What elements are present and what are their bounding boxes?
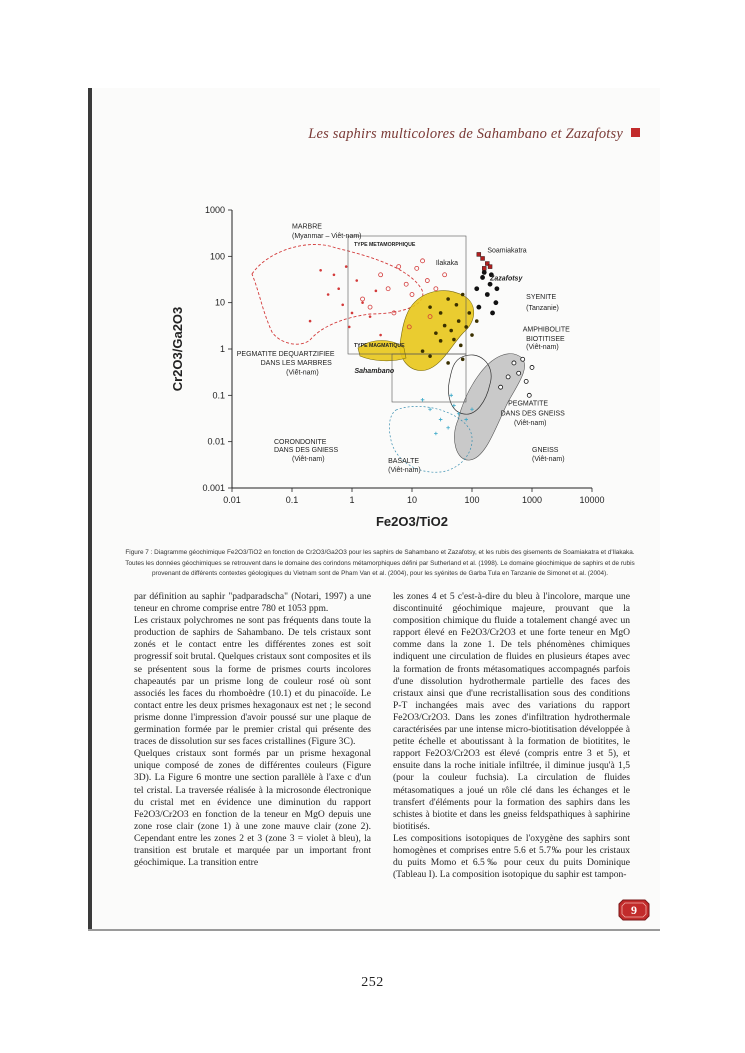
data-point	[461, 293, 465, 297]
data-point	[434, 432, 438, 436]
data-point	[476, 305, 481, 310]
square-bullet-icon	[631, 128, 640, 137]
data-point	[494, 286, 499, 291]
annotation-label: DANS DES GNEISS	[500, 410, 565, 418]
data-point	[319, 269, 322, 272]
data-point	[361, 297, 365, 301]
running-head	[300, 126, 640, 143]
data-point	[386, 287, 390, 291]
y-tick-label: 100	[209, 251, 225, 262]
data-point	[455, 303, 459, 307]
data-point	[428, 407, 432, 411]
x-tick-label: 1	[349, 495, 355, 505]
data-point	[517, 371, 521, 375]
y-tick-label: 0.01	[207, 436, 225, 447]
data-point	[482, 266, 486, 270]
chapter-badge-number: 9	[631, 903, 637, 917]
data-point	[480, 275, 485, 280]
data-point	[439, 311, 443, 315]
annotation-label: CORONDONITE	[273, 438, 327, 446]
data-point	[475, 319, 479, 323]
y-tick-label: 0.1	[212, 390, 225, 401]
page-number	[0, 975, 745, 991]
annotation-label: (Viêt-nam)	[292, 456, 325, 464]
data-point	[461, 357, 465, 361]
data-point	[459, 344, 463, 348]
data-point	[464, 325, 468, 329]
annotation-label: Ilakaka	[435, 260, 459, 268]
data-point	[404, 282, 408, 286]
data-point	[309, 320, 312, 323]
data-point	[499, 385, 503, 389]
data-point	[369, 315, 372, 318]
data-point	[449, 329, 453, 333]
data-point	[482, 270, 487, 275]
annotation-label: PEGMATITE DEQUARTZIFIEE	[236, 351, 335, 359]
annotation-label: (Viêt-nam)	[388, 467, 421, 475]
data-point	[421, 398, 425, 402]
data-point	[351, 312, 354, 315]
data-point	[470, 333, 474, 337]
annotation-label: Soamiakatra	[487, 247, 527, 255]
annotation-label: (Viêt-nam)	[286, 369, 319, 377]
data-point	[361, 301, 364, 304]
y-tick-label: 1000	[204, 205, 225, 215]
data-point	[368, 305, 372, 309]
annotation-label: BASALTE	[388, 457, 420, 465]
data-point	[397, 265, 401, 269]
chart-axes	[170, 205, 605, 529]
data-point	[341, 303, 344, 306]
data-point	[345, 265, 348, 268]
annotation-label: (Viêt-nam)	[513, 419, 547, 427]
data-point	[452, 338, 456, 342]
data-point	[439, 418, 443, 422]
x-axis-label: Fe2O3/TiO2	[375, 514, 449, 529]
chart-labels	[237, 223, 570, 474]
data-point	[428, 305, 432, 309]
data-point	[425, 279, 429, 283]
annotation-label: GNEISS	[532, 446, 559, 454]
field-label: TYPE MAGMATIQUE	[354, 343, 405, 349]
x-tick-label: 100	[464, 495, 480, 505]
data-point	[434, 287, 438, 291]
x-tick-label: 10	[406, 495, 418, 505]
data-point	[421, 259, 425, 263]
data-point	[415, 266, 419, 270]
data-point	[481, 256, 485, 260]
data-point	[449, 394, 453, 398]
annotation-label: (Viêt-nam)	[532, 456, 565, 464]
data-point	[392, 311, 396, 315]
annotation-label: Zazafotsy	[490, 275, 523, 283]
data-point	[446, 426, 450, 430]
data-point	[355, 279, 358, 282]
data-point	[457, 319, 461, 323]
data-point	[521, 357, 525, 361]
x-tick-label: 1000	[521, 495, 543, 505]
data-point	[527, 393, 531, 397]
running-title: Les saphirs multicolores de Sahambano et Zazafotsy	[308, 126, 623, 142]
page-number-text: 252	[361, 975, 384, 990]
data-point	[446, 361, 450, 365]
left-paragraph-3: Quelques cristaux sont formés par un prisme hexagonal unique composé de zones de différentes couleurs (Figure 3D). La Figure 6 montre une section parallèle à l'axe c d'un tel cristal. La traversée réalisée à la microsonde électronique du cristal met en évidence une diminution du rapport Fe2O3/Cr2O3 en fonction de la teneur en MgO depuis une zone rose clair (zone 1) à une zone mauve clair (zone 2). Cependant entre les zones 2 et 3 (zone 3 = violet à bleu), la transition est brutale et marquée par un important front géochimique. La transition entre	[134, 748, 371, 869]
y-tick-label: 10	[214, 297, 225, 308]
left-paragraph-1: par définition au saphir "padparadscha" (Notari, 1997) a une teneur en chrome comprise entre 780 et 1053 ppm.	[134, 591, 371, 615]
data-point	[439, 339, 443, 343]
data-point	[327, 293, 330, 296]
data-point	[410, 293, 414, 297]
data-point	[428, 354, 432, 358]
y-axis-label: Cr2O3/Ga2O3	[170, 306, 185, 392]
data-point	[506, 375, 510, 379]
data-point	[443, 324, 447, 328]
chapter-badge	[618, 899, 650, 921]
data-point	[379, 334, 382, 337]
annotation-label: MARBRE	[292, 223, 322, 231]
data-point	[337, 287, 340, 290]
data-point	[348, 326, 351, 329]
right-paragraph-2: Les compositions isotopiques de l'oxygène des saphirs sont homogènes et comprises entre 5.6 et 5.7‰ pour les cristaux du puits Momo et 6.5‰ pour ceux du puits Dominique (Tableau I). La composition isotopique du saphir est tampon-	[393, 832, 630, 881]
data-point	[477, 252, 481, 256]
data-point	[485, 292, 490, 297]
data-point	[488, 265, 492, 269]
data-point	[333, 273, 336, 276]
annotation-label: BIOTITISEE	[526, 335, 565, 343]
annotation-label: PEGMATITE	[508, 400, 549, 408]
data-point	[474, 286, 479, 291]
right-paragraph-1: les zones 4 et 5 c'est-à-dire du bleu à l'incolore, marque une discontinuité géochimique majeure, prouvant que la composition chimique du fluide a totalement changé avec un rapport élevé en Fe2O3/Cr2O3 et une forte teneur en MgO comme dans la zone 1. De tels phénomènes chimiques indiquent une circulation de fluides en plusieurs étapes avec la formation de fronts métasomatiques accompagnés parfois d'une dissolution hydrothermale partielle des faces des cristaux ainsi que d'une recristallisation sous des conditions P-T inchangées mais avec des variations du rapport Fe2O3/Cr2O3. Dans les zones d'infiltration hydrothermale caractérisées par une intense micro-biotitisation développée à petite échelle et aboutissant à la formation de biotitites, le rapport Fe2O3/Cr2O3 est élevé (compris entre 3 et 5), et ensuite dans la roche initiale infiltrée, il diminue jusqu'à 1,5 (pour la couleur fuchsia). La circulation de fluides métasomatiques a joué un rôle clé dans les échanges et le transfert d'éléments pour la formation des saphirs dans les schistes à biotite et dans les gneiss feldspathiques à saphirine biotitisés.	[393, 591, 630, 832]
annotation-label: (Tanzanie)	[526, 304, 559, 312]
data-point	[434, 331, 438, 335]
annotation-label: (Myanmar – Viêt-nam)	[292, 232, 362, 240]
data-point	[490, 311, 495, 316]
y-tick-label: 1	[219, 344, 225, 354]
marbre-field	[252, 244, 423, 344]
x-tick-label: 0.01	[223, 495, 241, 505]
data-point	[379, 273, 383, 277]
right-column	[393, 591, 630, 881]
annotation-label: (Viêt-nam)	[526, 344, 559, 351]
scan-left-edge	[88, 88, 92, 930]
data-point	[443, 273, 447, 277]
annotation-label: DANS LES MARBRES	[260, 360, 332, 368]
data-point	[446, 297, 450, 301]
x-tick-label: 10000	[579, 495, 605, 505]
x-tick-label: 0.1	[285, 495, 299, 505]
annotation-label: SYENITE	[526, 293, 557, 301]
data-point	[512, 361, 516, 365]
data-point	[530, 365, 534, 369]
left-paragraph-2: Les cristaux polychromes ne sont pas fréquents dans toute la production de saphirs de Sahambano. De tels cristaux sont zonés et le contact entre les différentes zones est soit progressif soit brutal. Quelques cristaux sont composites et ils se présentent sous la forme de prismes courts incolores chapeautés par un prisme long de couleur rosé où sont associés les faces du rhomboèdre (10.1) et du pinacoïde. Le contact entre les deux prismes hexagonaux est net ; le second prisme donne l'impression d'avoir poussé sur une plaque de germination formée par le premier cristal qui présente des traces de dissolution sur ses faces cristallines (Figure 3C).	[134, 615, 371, 748]
field-label: TYPE METAMORPHIQUE	[354, 242, 416, 249]
annotation-label: AMPHIBOLITE	[522, 326, 570, 334]
annotation-label: DANS DES GNIESS	[273, 446, 339, 454]
data-point	[493, 300, 498, 305]
data-point	[467, 311, 471, 315]
figure-caption: Figure 7 : Diagramme géochimique Fe2O3/TiO2 en fonction de Cr2O3/Ga2O3 pour les saphirs de Sahambano et Zazafotsy, et les rubis des gisements de Soamiakatra et d'Ilakaka. Toutes les données géochimiques se retrouvent dans le domaine des corindons métamorphiques défini par Sutherland et al. (1998). Le domaine géochimique de saphirs et de rubis provenant de différents contextes géologiques du Vietnam sont de Pham Van et al. (2004), pour les syénites de Garba Tula en Tanzanie de Simonet et al. (2004).	[125, 549, 635, 577]
annotation-label: Sahambano	[354, 368, 395, 376]
data-point	[375, 290, 378, 293]
scan-bottom-edge	[88, 929, 660, 931]
y-tick-label: 0.001	[202, 483, 225, 493]
left-column	[134, 591, 371, 869]
data-point	[524, 379, 528, 383]
data-point	[421, 349, 425, 353]
geochemical-diagram	[160, 198, 620, 538]
